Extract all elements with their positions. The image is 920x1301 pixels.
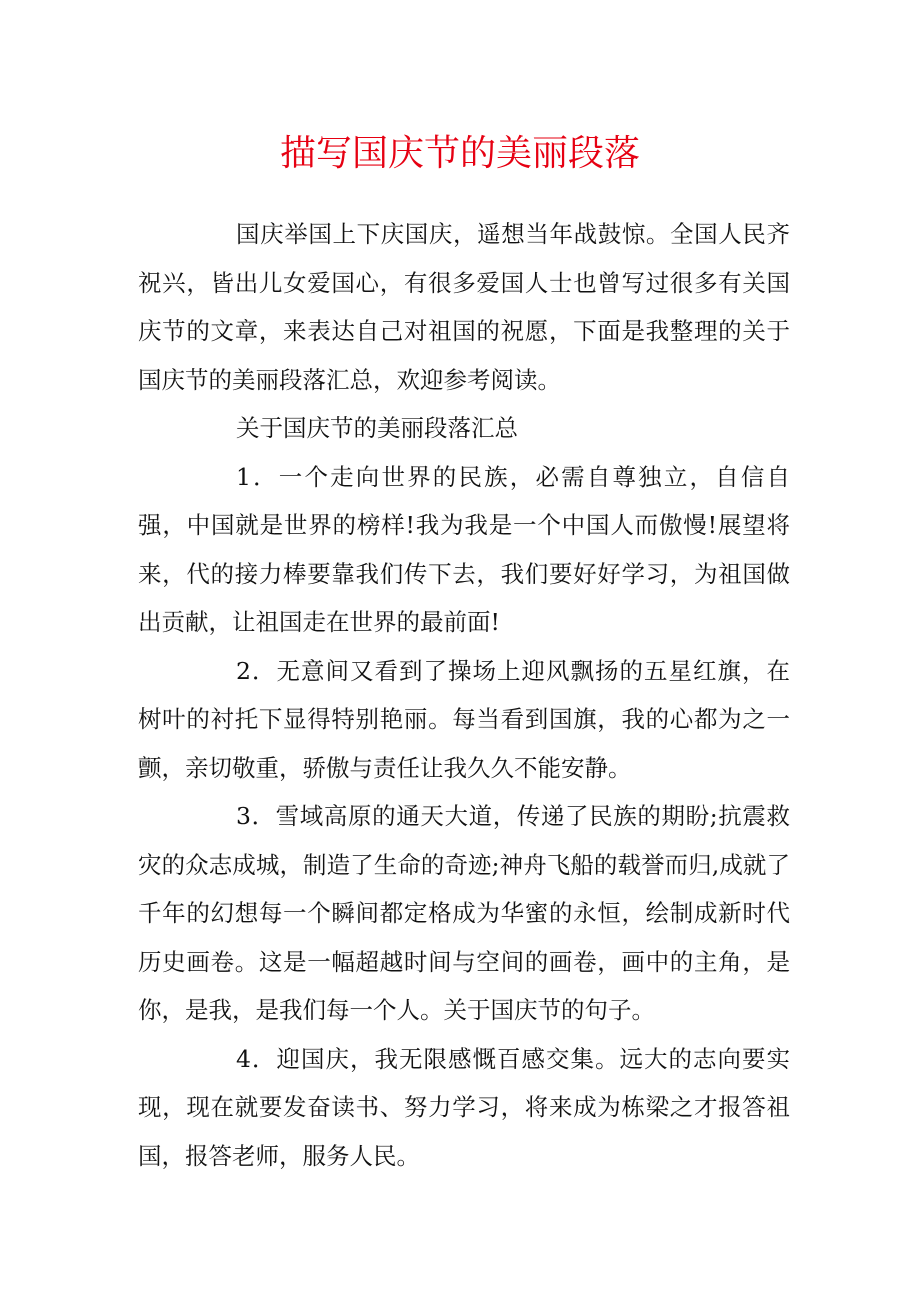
document-body — [138, 210, 790, 1180]
document-title: 描写国庆节的美丽段落 — [279, 133, 640, 174]
paragraph-1: 1．一个走向世界的民族，必需自尊独立，自信自强，中国就是世界的榜样!我为我是一个中国人而傲慢!展望将来，代的接力棒要靠我们传下去，我们要好好学习，为祖国做出贡献，让祖国走在世界的最前面! — [138, 462, 790, 636]
paragraph-4: 4．迎国庆，我无限感慨百感交集。远大的志向要实现，现在就要发奋读书、努力学习，将来成为栋梁之才报答祖国，报答老师，服务人民。 — [138, 1044, 790, 1170]
paragraph-2: 2．无意间又看到了操场上迎风飘扬的五星红旗，在树叶的衬托下显得特别艳丽。每当看到国旗，我的心都为之一颤，亲切敬重，骄傲与责任让我久久不能安静。 — [138, 656, 790, 782]
intro-paragraph: 国庆举国上下庆国庆，遥想当年战鼓惊。全国人民齐祝兴，皆出儿女爱国心，有很多爱国人士也曾写过很多有关国庆节的文章，来表达自己对祖国的祝愿，下面是我整理的关于国庆节的美丽段落汇总，欢迎参考阅读。 — [138, 220, 790, 394]
paragraph-3: 3．雪域高原的通天大道，传递了民族的期盼;抗震救灾的众志成城，制造了生命的奇迹;神舟飞船的载誉而归,成就了千年的幻想每一个瞬间都定格成为华蜜的永恒，绘制成新时代历史画卷。这是一幅超越时间与空间的画卷，画中的主角，是你，是我，是我们每一个人。关于国庆节的句子。 — [138, 802, 790, 1024]
section-heading: 关于国庆节的美丽段落汇总 — [236, 414, 518, 442]
